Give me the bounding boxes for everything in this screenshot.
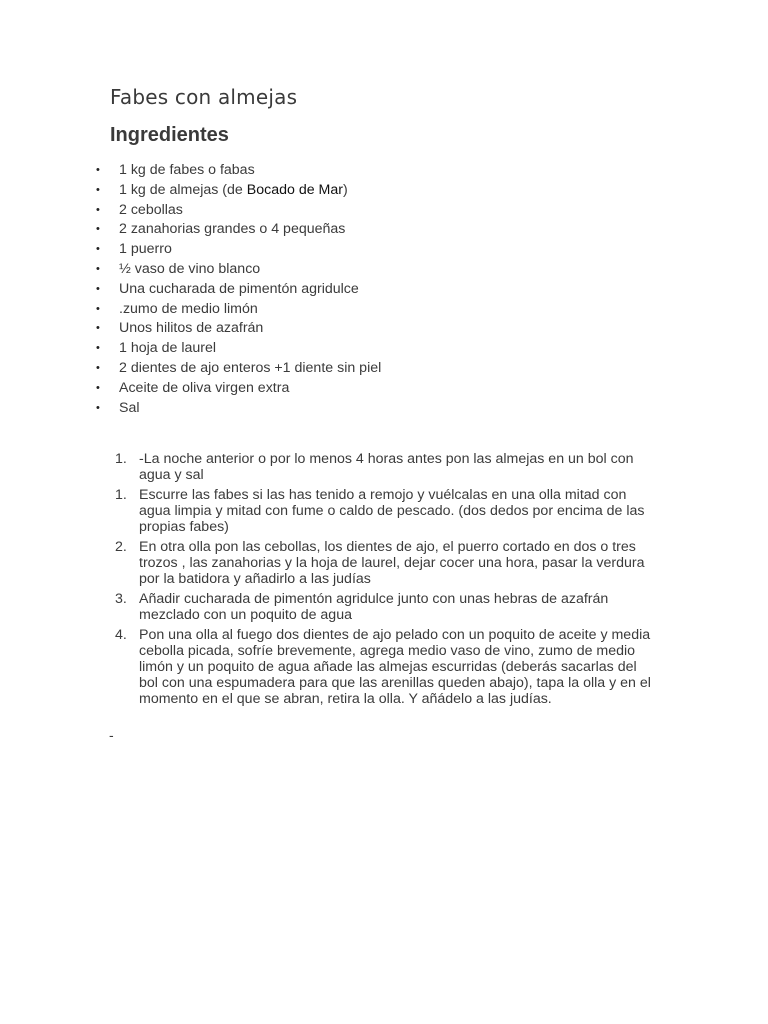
ingredient-item — [0, 181, 381, 201]
step-text: Añadir cucharada de pimentón agridulce junto con unas hebras de azafrán mezclado con un poquito de agua — [139, 591, 609, 623]
preparation-steps — [0, 451, 768, 711]
bullet-icon: • — [96, 361, 100, 374]
step-number: 1. — [115, 451, 127, 467]
step-number: 1. — [115, 487, 127, 503]
bullet-icon: • — [96, 381, 100, 394]
ingredient-item — [0, 260, 381, 280]
ingredient-item — [0, 379, 381, 399]
ingredients-heading: Ingredientes — [110, 124, 229, 146]
bullet-icon: • — [96, 322, 100, 335]
ingredient-item — [0, 240, 381, 260]
ingredient-item — [0, 161, 381, 181]
ingredient-text: Sal — [119, 399, 140, 416]
ingredient-text: .zumo de medio limón — [119, 300, 258, 317]
bullet-icon: • — [96, 302, 100, 315]
step-number: 2. — [115, 539, 127, 555]
ingredient-item — [0, 300, 381, 320]
ingredient-text: 1 kg de almejas (de — [119, 181, 247, 198]
ingredient-text: 2 dientes de ajo enteros +1 diente sin piel — [119, 359, 382, 376]
ingredient-text: 1 kg de fabes o fabas — [119, 162, 255, 178]
ingredient-text: ½ vaso de vino blanco — [119, 260, 261, 277]
ingredient-item — [0, 359, 381, 379]
bullet-icon: • — [96, 164, 100, 176]
bullet-icon: • — [96, 223, 100, 236]
bullet-icon: • — [96, 342, 100, 355]
ingredient-item — [0, 220, 381, 240]
step-item — [0, 451, 659, 483]
bullet-icon: • — [96, 401, 100, 414]
ingredient-text: 2 zanahorias grandes o 4 pequeñas — [119, 221, 346, 238]
ingredient-text-suffix: ) — [342, 181, 348, 198]
ingredient-item — [0, 339, 381, 359]
bocado-de-mar-link[interactable]: Bocado de Mar — [246, 181, 343, 198]
ingredient-text: 1 hoja de laurel — [119, 340, 217, 357]
ingredient-item — [0, 280, 381, 300]
step-item — [0, 487, 659, 535]
bullet-icon: • — [96, 262, 100, 275]
bullet-icon: • — [96, 183, 100, 196]
step-item — [0, 539, 659, 587]
step-text: Escurre las fabes si las has tenido a remojo y vuélcalas en una olla mitad con agua limpia y mitad con fume o caldo de pescado. (dos dedos por encima de las propias fabes) — [139, 487, 645, 535]
ingredients-list — [0, 161, 381, 418]
step-text: -La noche anterior o por lo menos 4 horas antes pon las almejas en un bol con agua y sal — [139, 451, 634, 483]
ingredient-item — [0, 319, 381, 339]
ingredient-text: Una cucharada de pimentón agridulce — [119, 280, 359, 297]
ingredient-text: Aceite de oliva virgen extra — [119, 379, 290, 396]
ingredient-text: 1 puerro — [119, 241, 172, 258]
step-item — [0, 627, 659, 707]
step-number: 4. — [115, 627, 127, 643]
ingredient-text: 2 cebollas — [119, 201, 183, 218]
bullet-icon: • — [96, 282, 100, 295]
step-text: En otra olla pon las cebollas, los dientes de ajo, el puerro cortado en dos o tres trozos , las zanahorias y la hoja de laurel, dejar cocer una hora, pasar la verdura por la batidora y añadirlo a las judías — [139, 539, 645, 587]
bullet-icon: • — [96, 243, 100, 256]
trailing-dash: - — [109, 727, 114, 743]
step-text: Pon una olla al fuego dos dientes de ajo pelado con un poquito de aceite y media cebolla picada, sofríe brevemente, agrega medio vaso de vino, zumo de medio limón y un poquito de agua añade las almejas escurridas (deberás sacarlas del bol con una espumadera para que las arenillas queden abajo), tapa la olla y en el momento en el que se abran, retira la olla. Y añádelo a las judías. — [139, 627, 651, 707]
step-item — [0, 591, 659, 623]
step-number: 3. — [115, 591, 127, 607]
bullet-icon: • — [96, 203, 100, 216]
ingredient-text: Unos hilitos de azafrán — [119, 320, 264, 337]
page-title: Fabes con almejas — [110, 85, 298, 109]
ingredient-item — [0, 399, 381, 419]
ingredient-item — [0, 201, 381, 221]
